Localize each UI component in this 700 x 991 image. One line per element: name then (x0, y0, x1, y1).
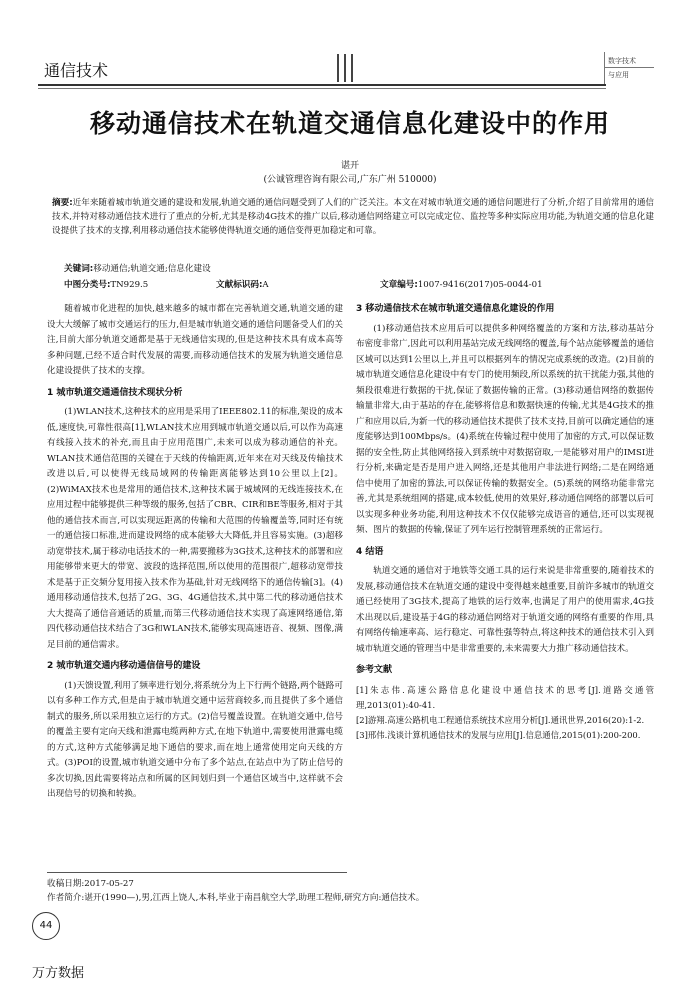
left-column (47, 302, 343, 803)
badge-top-text: 数字技术 (608, 57, 636, 65)
document-code: 文献标识码:A (216, 280, 269, 290)
header-rule (38, 84, 606, 86)
page-number: 44 (32, 912, 60, 940)
section-3-heading: 3 移动通信技术在城市轨道交通信息化建设的作用 (356, 304, 555, 314)
abstract-label: 摘要: (52, 198, 73, 208)
header-bars-decoration (337, 54, 361, 82)
reference-item: [2]游翔.高速公路机电工程通信系统技术应用分析[J].通讯世界,2016(20):1-2. (356, 714, 645, 725)
section-1-paragraph: (1)WLAN技术,这种技术的应用是采用了IEEE802.11的标准,架设的成本低,速度快,可靠性很高[1],WLAN技术应用到城市轨道交通以后,可以作为高速有线接入技术的补充,而且由于应用范围广,未来可以成为移动通信的补充。WLAN技术通信范围的关键在于天线的传输距离,近年来在对天线及传输技术改进以后,可以使得无线局域网的传输距离能够达到10公里以上[2]。(2)WiMAX技术也是常用的通信技术,这种技术属于城域网的无线连接技术,在应用过程中能够提供三种等级的服务,包括了CBR、CIR和BE等服务,相对于其他的通信技术而言,可以实现远距离的传输和大范围的传输覆盖等,同时还有统一的通信接口标准,进而建设网络的成本能够大大降低,并且容易实施。(3)超移动宽带技术,属于移动电话技术的一种,需要搬移为3G技术,这种技术的部署和应用能够带来更大的带宽、波段的选择范围,所以使用的范围很广,超移动宽带技术是基于正交频分复用接入技术作为基础,针对无线网络下的通信传输[3]。(4)通用移动通信技术,包括了2G、3G、4G通信技术,其中第二代的移动通信技术大大提高了通信音通话的质量,而第三代移动通信技术实现了高速网络通信,第四代移动通信技术结合了3G和WLAN技术,能够实现高速语音、视频、图像,满足目前的通信需求。 (47, 407, 343, 650)
section-3-paragraph: (1)移动通信技术应用后可以提供多种网络覆盖的方案和方法,移动基站分布密度非常广,因此可以利用基站完成无线网络的覆盖,每个站点能够覆盖的通信区域可以达到1公里以上,并且可以根据列车的情况完成系统的改造。(2)目前的城市轨道交通信息化建设中有专门的使用频段,所以系统的抗干扰能力强,其他的频段很难进行数据的干扰,保证了数据传输的正常。(3)移动通信网络的数据传输量非常大,由于基站的存在,能够将信息和数据快速的传输,尤其是4G技术的推广和应用以后,为新一代的移动通信技术提供了技术支持,目前可以确定通信的速度能够达到100Mbps/s。(4)系统在传输过程中使用了加密的方式,可以保证数据的安全性,防止其他网络接入到系统中对数据窃取,一是能够对用户的IMSI进行分析,来确定是否是用户进入网络,还是其他用户非法进行网络;二是在网络通信中使用了加密的算法,可以保证传输的数据安全。(5)系统的网络功能非常完善,尤其是系统组网的搭建,成本较低,使用的效果好,移动通信网络的部署以后可以实现多种业务功能,利用这种技术不仅仅能够完成语音的通信,还可以实现视频、图片的数据的传输,保证了列车运行控制管理系统的正常运行。 (356, 323, 654, 535)
section-1-heading: 1 城市轨道交通通信技术现状分析 (47, 387, 183, 398)
reference-item: [1]朱志伟.高速公路信息化建设中通信技术的思考[J].道路交通管理,2013(01):40-41. (356, 684, 654, 710)
footnote-rule (47, 872, 347, 873)
references-heading: 参考文献 (356, 665, 393, 675)
abstract-text: 近年来随着城市轨道交通的建设和发展,轨道交通的通信问题受到了人们的广泛关注。本文在对城市轨道交通的通信问题进行了分析,介绍了目前常用的通信技术,并特对移动通信技术进行了重点的分析,尤其是移动4G技术的推广以后,移动通信网络建立可以完成定位、监控等多种实际应用功能,为轨道交通的信息化建设提供了技术的支撑,利用移动通信技术能够使得轨道交通的通信变得更加稳定和可靠。 (52, 198, 655, 236)
journal-badge (600, 52, 656, 84)
section-2-paragraph: (1)天馈设置,利用了频率进行划分,将系统分为上下行两个链路,两个链路可以有多种工作方式,但是由于城市轨道交通中运营商较多,而且提供了多个通信制式的服务,所以采用独立运行的方式。(2)信号覆盖设置。在轨道交通中,信号的覆盖主要有定向天线和泄露电缆两种方式,在地下轨道中,需要使用泄露电缆的方式,这种方式能够满足地下通信的要求,而在地上通常使用定向天线的方式。(3)POI的设置,城市轨道交通中分布了多个站点,在站点中为了防止信号的多次切换,因此需要将站点和所属的区间划归到一个通信区域当中,这样就不会出现信号的切换和转换。 (47, 680, 343, 799)
header-rule-thin (38, 88, 606, 89)
author: 谌开 (340, 161, 359, 171)
keywords-text: 移动通信;轨道交通;信息化建设 (93, 264, 211, 274)
intro-paragraph: 随着城市化进程的加快,越来越多的城市都在完善轨道交通,轨道交通的建设大大缓解了城市交通运行的压力,但是城市轨道交通的通信问题备受人们的关注,目前大部分轨道交通都是基于无线通信实现的,但是这种技术具有成本高等多种问题,已经不适合时代发展的需要,而移动通信技术的发展为轨道交通信息化建设提供了技术的支撑。 (47, 304, 343, 376)
received-date: 收稿日期:2017-05-27 (47, 879, 134, 889)
author-bio: 作者简介:谌开(1990—),男,江西上饶人,本科,毕业于南昌航空大学,助理工程师,研究方向:通信技术。 (47, 893, 425, 903)
affiliation: (公诚管理咨询有限公司,广东广州 510000) (263, 175, 437, 185)
abstract (52, 196, 654, 238)
badge-bottom-text: 与应用 (608, 71, 629, 79)
watermark-text: 万方数据 (32, 966, 85, 981)
section-2-heading: 2 城市轨道交通内移动通信信号的建设 (47, 661, 201, 671)
paper-title: 移动通信技术在轨道交通信息化建设中的作用 (89, 109, 610, 138)
section-4-heading: 4 结语 (356, 546, 384, 557)
right-column (356, 302, 654, 743)
keywords-label: 关键词: (64, 264, 94, 274)
section-4-paragraph: 轨道交通的通信对于地铁等交通工具的运行来说是非常重要的,随着技术的发展,移动通信技术在轨道交通的建设中变得越来越重要,目前许多城市的轨道交通已经使用了3G技术,提高了地铁的运行效率,也满足了用户的使用需求,4G技术出现以后,建设基于4G的移动通信网络对于轨道交通的网络有重要的作用,具有网络传输速率高、运行稳定、可靠性强等特点,将这种技术的通信技术引入到城市轨道交通的管理当中是非常重要的,未来需要大力推广移动通信技术。 (356, 566, 654, 654)
article-number: 文章编号:1007-9416(2017)05-0044-01 (380, 280, 543, 290)
section-header: 通信技术 (44, 61, 109, 80)
keywords (64, 262, 211, 274)
reference-item: [3]邢伟.浅谈计算机通信技术的发展与应用[J].信息通信,2015(01):200-200. (356, 729, 641, 740)
clc-number: 中图分类号:TN929.5 (64, 280, 149, 290)
